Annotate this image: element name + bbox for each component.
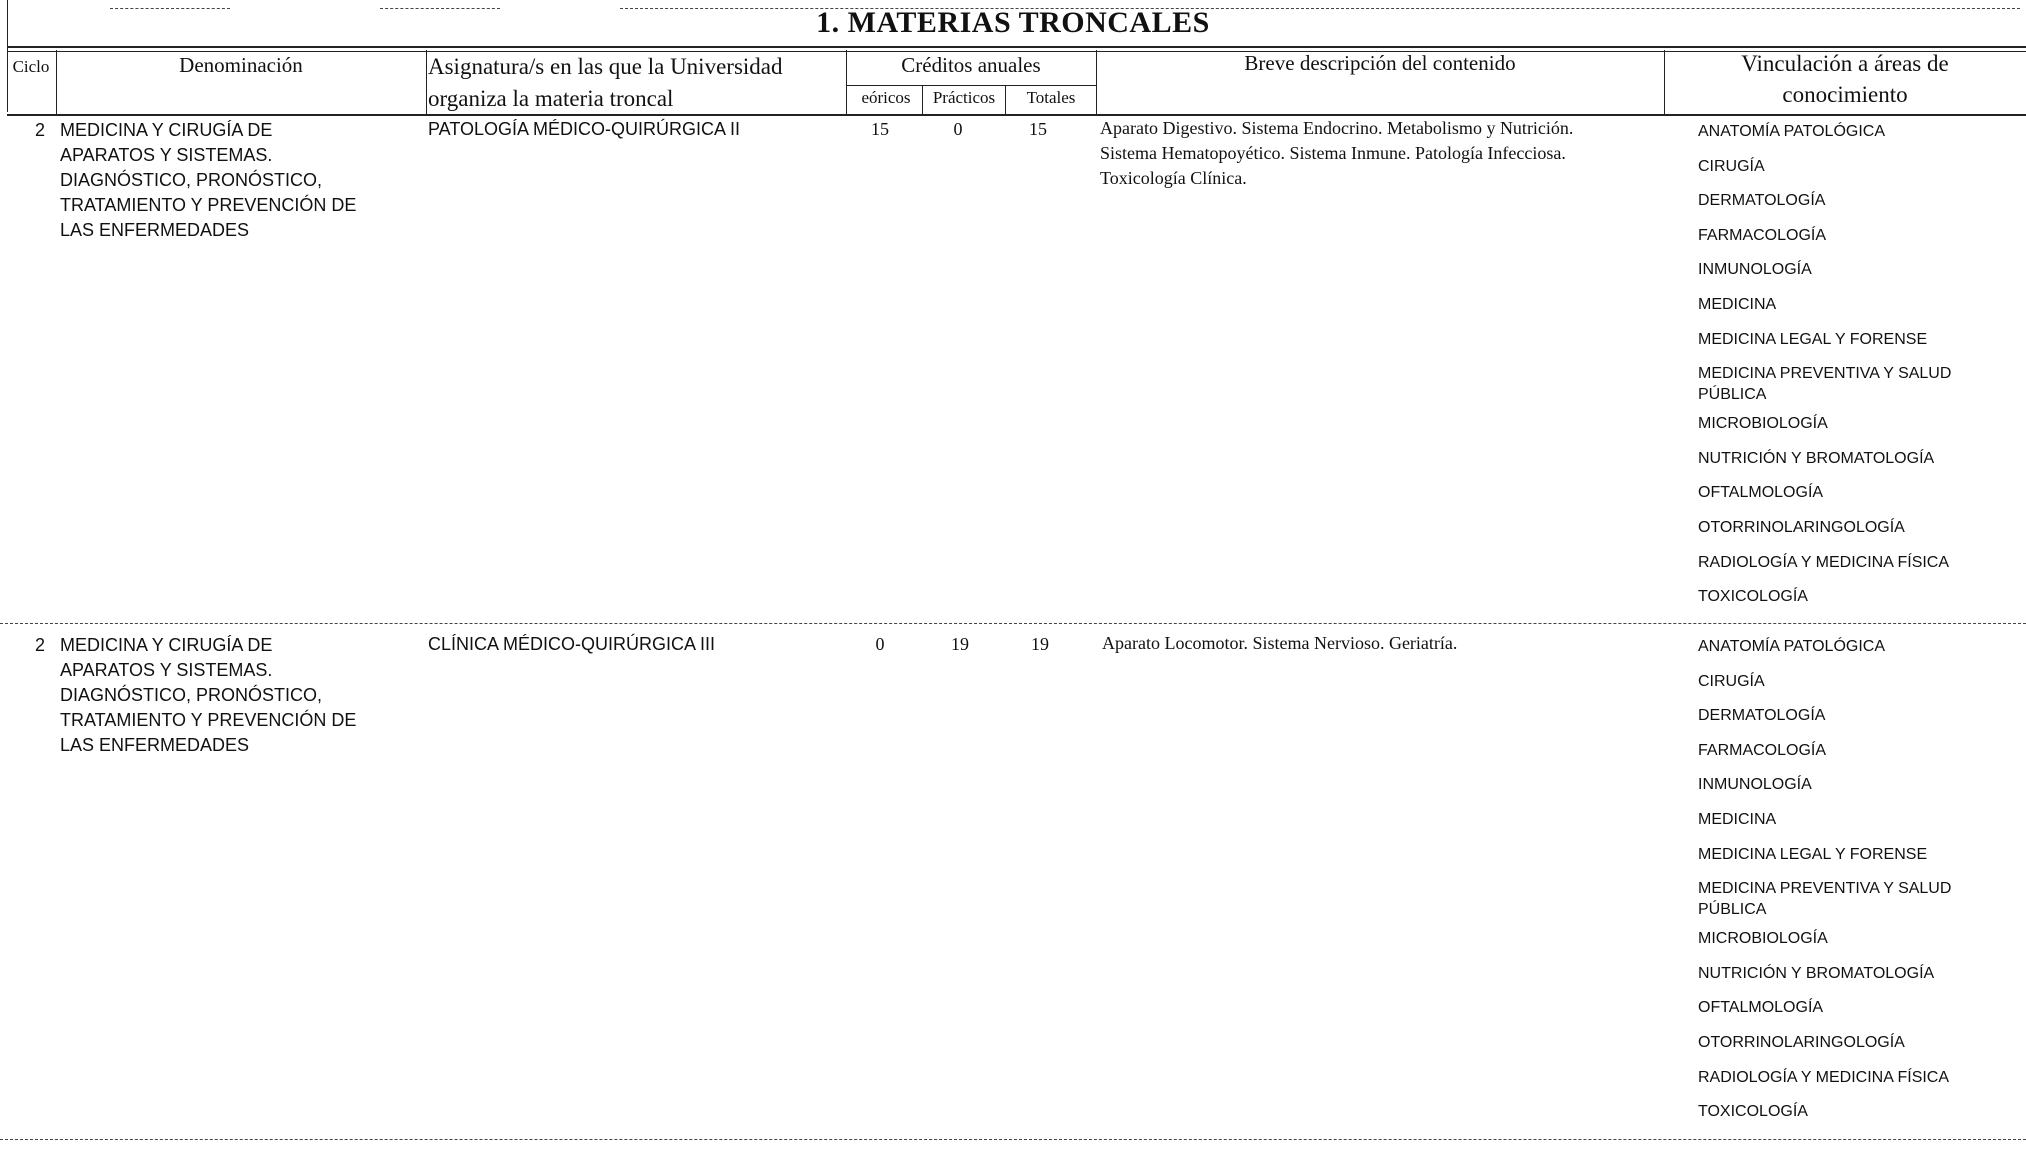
denominacion-line: MEDICINA Y CIRUGÍA DE	[60, 120, 273, 140]
header-denominacion: Denominación	[179, 53, 303, 77]
descripcion-line: Sistema Hematopoyético. Sistema Inmune. Patología Infecciosa.	[1100, 143, 1566, 163]
list-item: MEDICINA PREVENTIVA Y SALUD PÚBLICA	[1698, 880, 1952, 919]
denominacion-line: LAS ENFERMEDADES	[60, 735, 250, 755]
list-item: RADIOLOGÍA Y MEDICINA FÍSICA	[1698, 553, 1950, 571]
denominacion-line: APARATOS Y SISTEMAS.	[60, 145, 273, 165]
denominacion-line: MEDICINA Y CIRUGÍA DE	[60, 635, 273, 655]
list-item: MEDICINA	[1698, 295, 1777, 313]
denominacion-line: DIAGNÓSTICO, PRONÓSTICO,	[60, 685, 323, 705]
header-vinculacion	[1664, 48, 2026, 110]
row-denominacion	[60, 633, 430, 758]
row-totales: 19	[1031, 634, 1049, 654]
list-item: OTORRINOLARINGOLOGÍA	[1698, 518, 1905, 536]
list-item: MEDICINA LEGAL Y FORENSE	[1698, 330, 1928, 348]
list-item: OTORRINOLARINGOLOGÍA	[1698, 1033, 1905, 1051]
list-item: CIRUGÍA	[1698, 157, 1765, 175]
header-descripcion: Breve descripción del contenido	[1244, 51, 1516, 75]
list-item: TOXICOLOGÍA	[1698, 588, 1808, 606]
areas-list	[1698, 121, 2018, 621]
row-ciclo: 2	[34, 120, 45, 140]
creditos-subheader-line	[846, 85, 1096, 86]
list-item: TOXICOLOGÍA	[1698, 1103, 1808, 1121]
row-teoricos: 15	[871, 119, 889, 139]
list-item: MICROBIOLOGÍA	[1698, 415, 1828, 433]
row-practicos: 19	[951, 634, 969, 654]
bottom-rule	[0, 1139, 2026, 1140]
header-teoricos: eóricos	[861, 88, 911, 107]
list-item: ANATOMÍA PATOLÓGICA	[1698, 638, 1886, 655]
header-bottom-border	[7, 114, 2026, 116]
row-descripcion	[1102, 631, 1672, 656]
areas-list	[1698, 636, 2018, 1136]
list-item: MEDICINA PREVENTIVA Y SALUD PÚBLICA	[1698, 365, 1952, 404]
denominacion-line: LAS ENFERMEDADES	[60, 220, 250, 240]
list-item: NUTRICIÓN Y BROMATOLOGÍA	[1698, 449, 1935, 467]
list-item: DERMATOLOGÍA	[1698, 192, 1826, 210]
header-practicos: Prácticos	[932, 88, 996, 107]
descripcion-line: Aparato Locomotor. Sistema Nervioso. Geriatría.	[1102, 633, 1458, 653]
descripcion-line: Aparato Digestivo. Sistema Endocrino. Metabolismo y Nutrición.	[1100, 118, 1574, 138]
row-descripcion	[1100, 116, 1670, 191]
list-item: MEDICINA LEGAL Y FORENSE	[1698, 845, 1928, 863]
header-vinculacion-line1: Vinculación a áreas de	[1741, 51, 1949, 76]
header-asignatura-line1: Asignatura/s en las que la Universidad	[428, 54, 783, 79]
row-ciclo: 2	[34, 635, 45, 655]
row-asignatura: CLÍNICA MÉDICO-QUIRÚRGICA III	[428, 634, 716, 654]
row-teoricos: 0	[875, 634, 885, 654]
header-asignatura-line2: organiza la materia troncal	[428, 86, 674, 111]
header-asignatura	[428, 51, 848, 115]
page-title: 1. MATERIAS TRONCALES	[816, 6, 1210, 39]
list-item: MEDICINA	[1698, 810, 1777, 828]
row-practicos: 0	[953, 119, 963, 139]
list-item: NUTRICIÓN Y BROMATOLOGÍA	[1698, 964, 1935, 982]
header-totales: Totales	[1026, 88, 1076, 107]
descripcion-line: Toxicología Clínica.	[1100, 168, 1247, 188]
list-item: RADIOLOGÍA Y MEDICINA FÍSICA	[1698, 1068, 1950, 1086]
denominacion-line: APARATOS Y SISTEMAS.	[60, 660, 273, 680]
list-item: DERMATOLOGÍA	[1698, 707, 1826, 725]
list-item: FARMACOLOGÍA	[1698, 226, 1827, 244]
header-ciclo: Ciclo	[12, 57, 50, 76]
list-item: INMUNOLOGÍA	[1698, 776, 1812, 794]
list-item: MICROBIOLOGÍA	[1698, 930, 1828, 948]
header-vinculacion-line2: conocimiento	[1782, 82, 1908, 107]
list-item: FARMACOLOGÍA	[1698, 741, 1827, 759]
denominacion-line: TRATAMIENTO Y PREVENCIÓN DE	[60, 195, 357, 215]
list-item: CIRUGÍA	[1698, 672, 1765, 690]
list-item: OFTALMOLOGÍA	[1698, 999, 1824, 1017]
col-divider-denominacion	[426, 50, 427, 114]
list-item: ANATOMÍA PATOLÓGICA	[1698, 123, 1886, 140]
row-totales: 15	[1029, 119, 1047, 139]
denominacion-line: DIAGNÓSTICO, PRONÓSTICO,	[60, 170, 323, 190]
list-item: OFTALMOLOGÍA	[1698, 484, 1824, 502]
row-separator	[0, 623, 2026, 624]
row-denominacion	[60, 118, 430, 243]
header-creditos: Créditos anuales	[901, 53, 1041, 77]
denominacion-line: TRATAMIENTO Y PREVENCIÓN DE	[60, 710, 357, 730]
list-item: INMUNOLOGÍA	[1698, 261, 1812, 279]
row-asignatura: PATOLOGÍA MÉDICO-QUIRÚRGICA II	[428, 119, 741, 139]
